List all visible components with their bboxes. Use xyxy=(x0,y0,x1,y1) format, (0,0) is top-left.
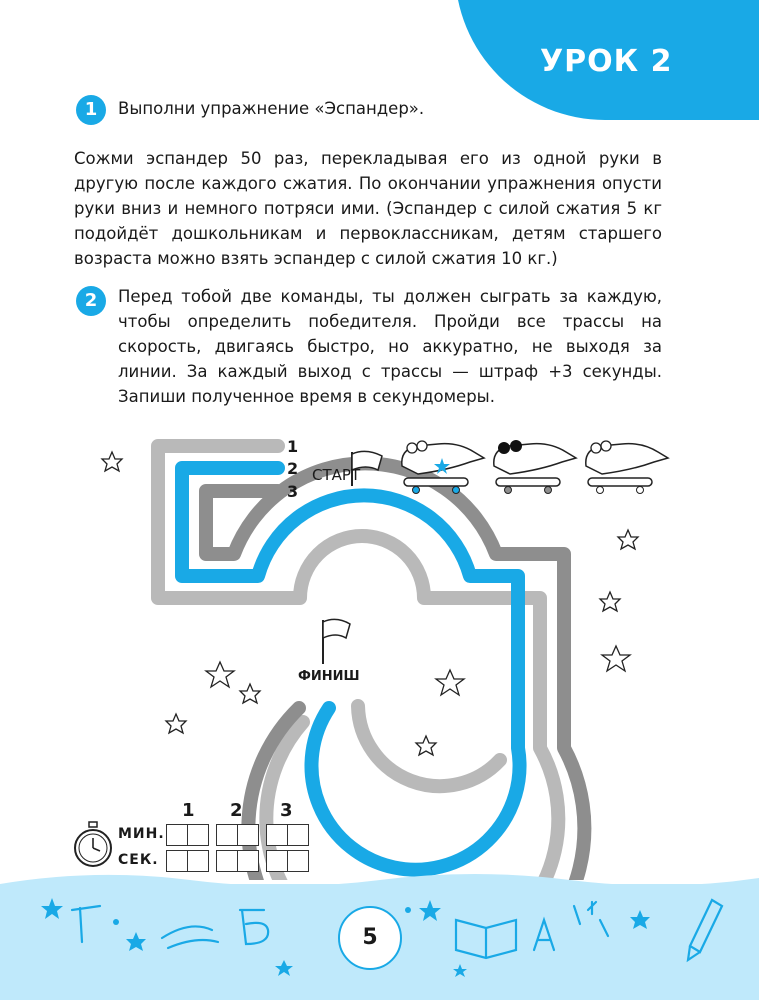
exercise-2-number: 2 xyxy=(76,286,106,316)
star-icon xyxy=(436,670,464,695)
star-icon xyxy=(419,900,441,921)
minutes-label: МИН. xyxy=(118,826,165,842)
minutes-cell-3a[interactable] xyxy=(266,824,288,846)
star-icon xyxy=(416,736,436,755)
finish-label: ФИНИШ xyxy=(298,669,360,684)
minutes-cell-1a[interactable] xyxy=(166,824,188,846)
crocodile-skater-icon xyxy=(586,441,668,494)
swoosh-doodle xyxy=(162,926,218,948)
crocodile-skater-icon xyxy=(494,440,576,494)
pencil-icon xyxy=(688,900,722,960)
star-icon xyxy=(41,898,63,919)
stopwatch-icon xyxy=(72,820,114,870)
exercise-1-title: Выполни упражнение «Эспандер». xyxy=(118,99,425,118)
dot-icon xyxy=(113,919,119,925)
seconds-label: СЕК. xyxy=(118,852,159,868)
dot-icon xyxy=(405,907,411,913)
exercise-2-body: Перед тобой две команды, ты должен сыграть за каждую, чтобы определить победителя. Пройди все трассы на скорость, двигаясь быстро, но аккуратно, не выходя за линии. За каждый выход с трассы — штраф +3 секунды. Запиши полученное время в секундомеры. xyxy=(118,287,662,406)
minutes-cell-1b[interactable] xyxy=(187,824,209,846)
letter-b-doodle xyxy=(240,910,268,944)
page-number: 5 xyxy=(338,906,402,970)
star-icon xyxy=(453,964,467,977)
minutes-cell-2b[interactable] xyxy=(237,824,259,846)
column-number-3: 3 xyxy=(280,800,293,821)
star-icon xyxy=(630,910,650,929)
letter-a-doodle xyxy=(534,920,554,950)
track-number-2: 2 xyxy=(287,459,299,478)
exercise-1-body: Сожми эспандер 50 раз, перекладывая его из одной руки в другую после каждого сжатия. По окончании упражнения опусти руки вниз и немного потряси ими. (Эспандер с силой сжатия 5 кг подойдёт дошкольникам и первоклассникам, детям старшего возраста можно взять эспандер с силой сжатия 10 кг.) xyxy=(74,149,662,268)
lesson-title: УРОК 2 xyxy=(540,44,673,79)
column-number-1: 1 xyxy=(182,800,195,821)
finish-flag-icon xyxy=(323,619,350,664)
star-icon xyxy=(166,714,186,733)
exercise-1-number: 1 xyxy=(76,95,106,125)
star-icon xyxy=(240,684,260,703)
column-number-2: 2 xyxy=(230,800,243,821)
formula-doodle xyxy=(574,902,608,936)
star-icon xyxy=(206,662,234,687)
book-icon xyxy=(456,920,516,958)
track-number-3: 3 xyxy=(287,482,299,501)
star-icon xyxy=(602,646,630,671)
star-icon xyxy=(102,452,122,471)
letter-g-doodle xyxy=(72,906,100,942)
start-label: СТАРТ xyxy=(312,466,361,484)
star-icon xyxy=(600,592,620,611)
star-icon xyxy=(126,932,146,951)
star-icon xyxy=(275,960,293,976)
minutes-cell-3b[interactable] xyxy=(287,824,309,846)
crocodile-skater-icon xyxy=(402,441,484,494)
minutes-cell-2a[interactable] xyxy=(216,824,238,846)
track-number-1: 1 xyxy=(287,437,299,456)
star-icon xyxy=(618,530,638,549)
